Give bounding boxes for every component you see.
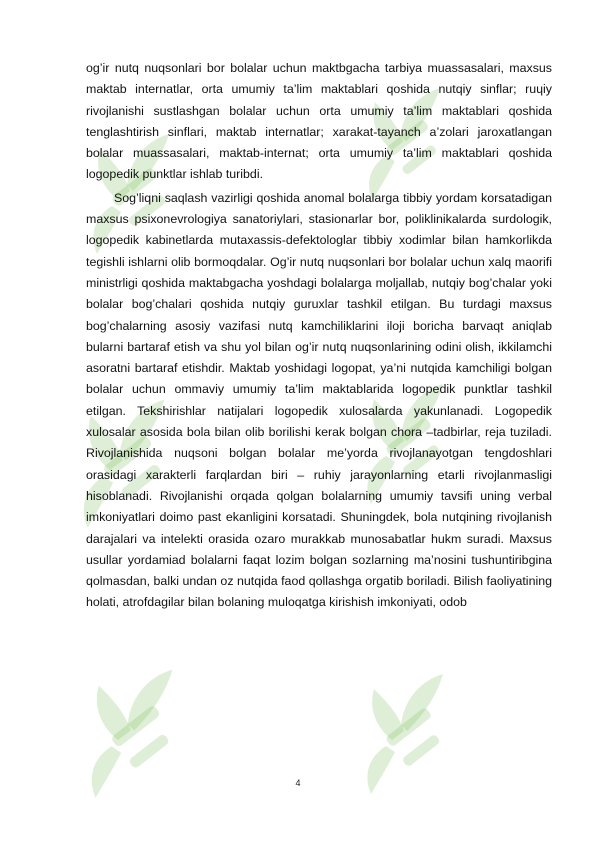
paragraph-2: Sog’liqni saqlash vazirligi qoshida anomal bolalarga tibbiy yordam korsatadigan maxsus psixonevrologiya sanatoriylari, stasionarlar bor, poliklinikalarda surdologik, logopedik kabinetlarda mutaxassis-defektologlar tibbiy xodimlar bilan hamkorlikda tegishli ishlarni olib bormoqdalar. Og’ir nutq nuqsonlari bor bolalar uchun xalq maorifi ministrligi qoshida maktabgacha yoshdagi bolalarga moljallab, nutqiy bog’chalar yoki bolalar bog’chalari qoshida nutqiy guruxlar tashkil etilgan. Bu turdagi maxsus bog’chalarning asosiy vazifasi nutq kamchiliklarini iloji boricha barvaqt aniqlab bularni bartaraf etish va shu yol bilan og’ir nutq nuqsonlarining odini olish, ikkilamchi asoratni bartaraf etishdir. Maktab yoshidagi logopat, ya’ni nutqida kamchiligi bolgan bolalar uchun ommaviy umumiy ta’lim maktablarida logopedik punktlar tashkil etilgan. Tekshirishlar natijalari logopedik xulosalarda yakunlanadi. Logopedik xulosalar asosida bola bilan olib borilishi kerak bolgan chora –tadbirlar, reja tuziladi. Rivojlanishida nuqsoni bolgan bolalar me’yorda rivojlanayotgan tengdoshlari orasidagi xarakterli farqlardan biri – ruhiy jarayonlarning etarli rivojlanmasligi hisoblanadi. Rivojlanishi orqada qolgan bolalarning umumiy tavsifi uning verbal imkoniyatlari doimo past ekanligini korsatadi. Shuningdek, bola nutqining rivojlanish darajalari va intelekti orasida ozaro murakkab munosabatlar hukm suradi. Maxsus usullar yordamiad bolalarni faqat lozim bolgan sozlarning ma’nosini tushuntiribgina qolmasdan, balki undan oz nutqida faod qollashga orgatib boriladi. Bilish faoliyatining holati, atrofdagilar bilan bolaning muloqatga kirishish imkoniyati, odob	[86, 190, 552, 610]
page-number: 4	[295, 778, 301, 788]
document-body	[86, 58, 552, 614]
paragraph-1: og’ir nutq nuqsonlari bor bolalar uchun maktbgacha tarbiya muassasalari, maxsus maktab internatlar, orta umumiy ta’lim maktablari qoshida nutqiy sinflar; ruɥiy rivojlanishi sustlashgan bolalar uchun orta umumiy ta’lim maktablari qoshida tenglashtirish sinflari, maktab internatlar; xarakat-tayanch a’zolari jaroxatlangan bolalar muassasalari, maktab-internat; orta umumiy ta’lim maktablari qoshida logopedik punktlar ishlab turibdi.	[86, 61, 552, 182]
leaf-logo-watermark-icon	[367, 674, 443, 794]
